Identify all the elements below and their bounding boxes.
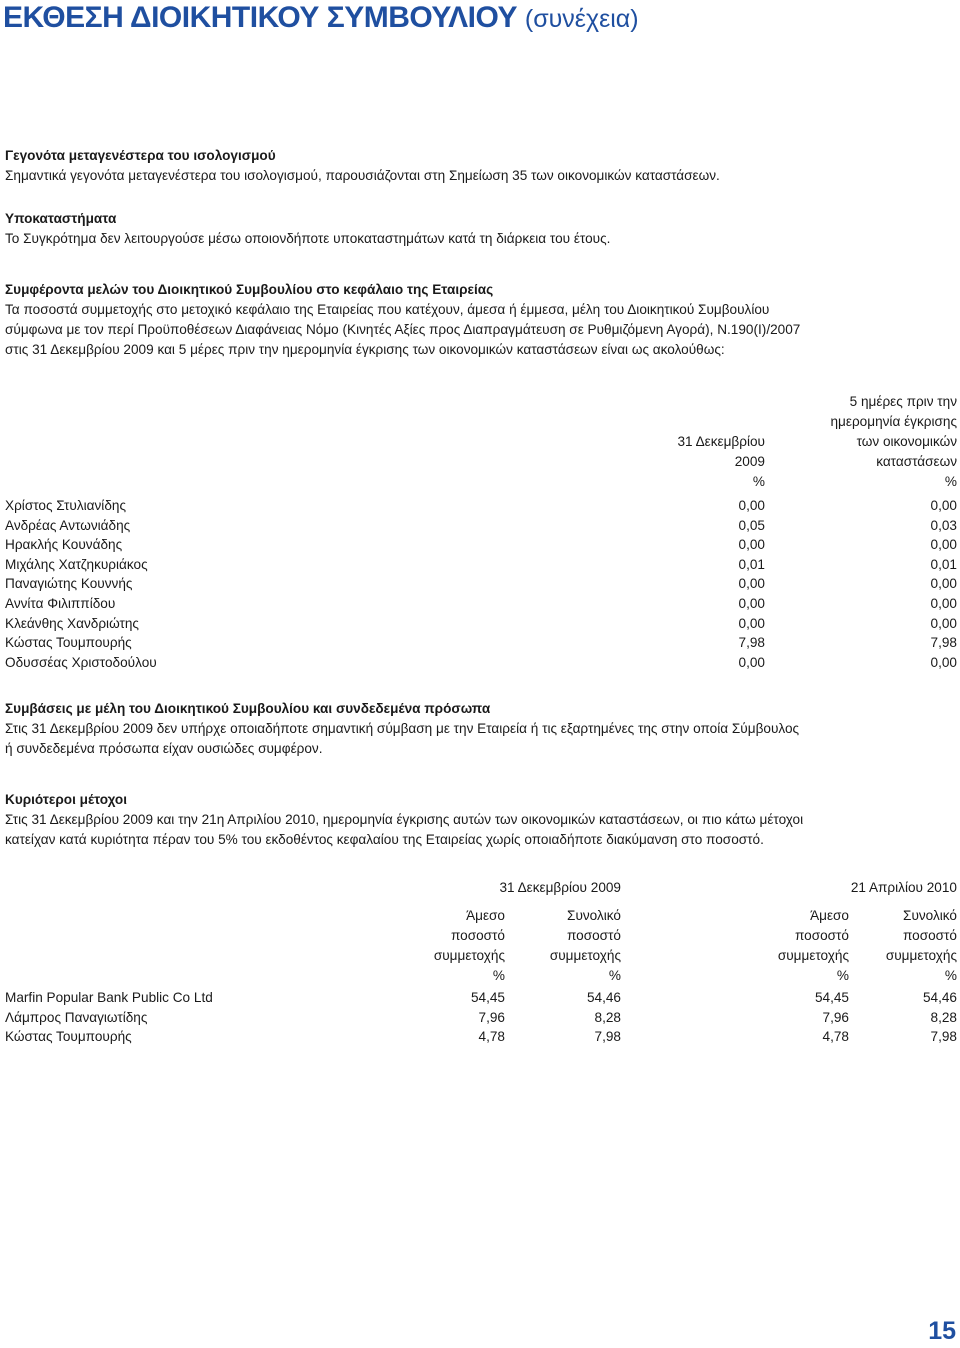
- total-2009: 8,28: [594, 1009, 621, 1025]
- table-row: [5, 1008, 957, 1028]
- total-header-line: συμμετοχής: [549, 948, 621, 963]
- value-5days: 7,98: [930, 635, 957, 651]
- table-row: [5, 614, 957, 634]
- section-heading: Υποκαταστήματα: [5, 211, 117, 226]
- total-header-line: συμμετοχής: [885, 948, 957, 963]
- total-2010: 8,28: [930, 1009, 957, 1025]
- section-heading: Κυριότεροι μέτοχοι: [5, 792, 127, 807]
- page-number: 15: [928, 1317, 956, 1345]
- shareholder-name: Κώστας Τουμπουρής: [5, 1029, 132, 1045]
- header-5days-line: των οικονομικών: [856, 434, 957, 449]
- value-dec-2009: 0,00: [738, 576, 765, 592]
- title-continuation: (συνέχεια): [524, 5, 639, 33]
- direct-header-line: %: [492, 968, 505, 983]
- director-name: Χρίστος Στυλιανίδης: [5, 498, 127, 513]
- total-header-line: %: [608, 968, 621, 983]
- group-header-dec-2009: 31 Δεκεμβρίου 2009: [499, 880, 621, 895]
- value-dec-2009: 0,00: [738, 654, 765, 670]
- value-dec-2009: 0,01: [738, 556, 765, 572]
- table-row: [5, 496, 957, 516]
- total-header-line: ποσοστό: [902, 928, 957, 943]
- header-5days-line: %: [944, 474, 957, 489]
- director-name: Ηρακλής Κουνάδης: [5, 537, 123, 553]
- section-major-shareholders: [5, 790, 957, 850]
- shareholders-table: [5, 878, 957, 1047]
- direct-header-line: Άμεσο: [466, 908, 505, 923]
- value-5days: 0,03: [930, 517, 957, 533]
- total-2009: 54,46: [586, 990, 621, 1005]
- value-dec-2009: 7,98: [738, 635, 765, 651]
- section-director-contracts: [5, 699, 957, 759]
- section-line: Στις 31 Δεκεμβρίου 2009 και την 21η Απριλίου 2010, ημερομηνία έγκρισης αυτών των οικονομικών καταστάσεων, οι πιο κάτω μέτοχοι: [5, 812, 804, 827]
- director-name: Μιχάλης Χατζηκυριάκος: [5, 556, 148, 572]
- value-5days: 0,01: [930, 556, 957, 572]
- direct-2009: 54,45: [470, 990, 505, 1005]
- section-text: Το Συγκρότημα δεν λειτουργούσε μέσω οποιονδήποτε υποκαταστημάτων κατά τη διάρκεια του έτους.: [5, 231, 611, 246]
- header-dec-2009-line: 2009: [734, 454, 765, 469]
- section-line: στις 31 Δεκεμβρίου 2009 και 5 μέρες πριν την ημερομηνία έγκρισης των οικονομικών καταστάσεων είναι ως ακολούθως:: [5, 342, 725, 357]
- direct-header-line: ποσοστό: [450, 928, 505, 943]
- header-5days-line: καταστάσεων: [876, 454, 957, 469]
- direct-2010: 7,96: [822, 1009, 849, 1025]
- section-heading: Συμφέροντα μελών του Διοικητικού Συμβουλίου στο κεφάλαιο της Εταιρείας: [5, 282, 494, 297]
- total-header-line: Συνολικό: [903, 908, 957, 923]
- total-2010: 7,98: [930, 1029, 957, 1045]
- value-5days: 0,00: [930, 595, 957, 611]
- table-row: [5, 555, 957, 575]
- shareholders-table-header: [5, 878, 957, 988]
- direct-header-line: συμμετοχής: [433, 948, 505, 963]
- total-2010: 54,46: [922, 990, 957, 1005]
- direct-header-line: Άμεσο: [810, 908, 849, 923]
- header-5days-line: ημερομηνία έγκρισης: [830, 414, 957, 429]
- section-line: Τα ποσοστά συμμετοχής στο μετοχικό κεφάλαιο της Εταιρείας που κατέχουν, άμεσα ή έμμεσα, μέλη του Διοικητικού Συμβουλίου: [5, 302, 770, 317]
- value-5days: 0,00: [930, 498, 957, 513]
- director-name: Αννίτα Φιλιππίδου: [5, 595, 116, 611]
- table-row: [5, 633, 957, 653]
- total-header-line: ποσοστό: [566, 928, 621, 943]
- section-subsequent-events: [5, 146, 957, 186]
- direct-2010: 4,78: [822, 1029, 849, 1045]
- total-header-line: Συνολικό: [567, 908, 621, 923]
- direct-header-line: ποσοστό: [794, 928, 849, 943]
- directors-table-header: [5, 392, 957, 496]
- director-name: Ανδρέας Αντωνιάδης: [5, 517, 131, 533]
- table-row: [5, 594, 957, 614]
- total-header-line: %: [944, 968, 957, 983]
- section-heading: Γεγονότα μεταγενέστερα του ισολογισμού: [5, 148, 276, 163]
- direct-header-line: %: [836, 968, 849, 983]
- section-heading: Συμβάσεις με μέλη του Διοικητικού Συμβουλίου και συνδεδεμένα πρόσωπα: [5, 701, 491, 716]
- value-dec-2009: 0,05: [738, 517, 765, 533]
- table-row: [5, 535, 957, 555]
- shareholder-name: Λάμπρος Παναγιωτίδης: [5, 1009, 148, 1025]
- value-5days: 0,00: [930, 576, 957, 592]
- value-5days: 0,00: [930, 654, 957, 670]
- directors-table: [5, 392, 957, 672]
- value-5days: 0,00: [930, 615, 957, 631]
- table-row: [5, 1027, 957, 1047]
- director-name: Παναγιώτης Κουννής: [5, 576, 133, 592]
- value-5days: 0,00: [930, 537, 957, 553]
- section-line: κατείχαν κατά κυριότητα πέραν του 5% του εκδοθέντος κεφαλαίου της Εταιρείας χωρίς οποιαδήποτε διακύμανση στο ποσοστό.: [5, 832, 764, 847]
- table-row: [5, 988, 957, 1008]
- table-row: [5, 574, 957, 594]
- table-row: [5, 516, 957, 536]
- section-text: Σημαντικά γεγονότα μεταγενέστερα του ισολογισμού, παρουσιάζονται στη Σημείωση 35 των οικονομικών καταστάσεων.: [5, 168, 720, 183]
- group-header-apr-2010: 21 Απριλίου 2010: [850, 880, 957, 895]
- value-dec-2009: 0,00: [738, 595, 765, 611]
- direct-header-line: συμμετοχής: [777, 948, 849, 963]
- table-row: [5, 653, 957, 673]
- direct-2009: 7,96: [478, 1009, 505, 1025]
- section-line: ή συνδεδεμένα πρόσωπα είχαν ουσιώδες συμφέρον.: [5, 741, 323, 756]
- direct-2009: 4,78: [478, 1029, 505, 1045]
- shareholder-name: Marfin Popular Bank Public Co Ltd: [5, 990, 213, 1005]
- total-2009: 7,98: [594, 1029, 621, 1045]
- section-director-interests: [5, 280, 957, 360]
- direct-2010: 54,45: [814, 990, 849, 1005]
- director-name: Κλεάνθης Χανδριώτης: [5, 615, 139, 631]
- section-branches: [5, 209, 957, 249]
- page-title: [3, 0, 639, 37]
- section-line: σύμφωνα με τον περί Προϋποθέσεων Διαφάνειας Νόμο (Κινητές Αξίες προς Διαπραγμάτευση σε Ρυθμιζόμενη Αγορά), Ν.190(Ι)/2007: [5, 322, 801, 337]
- section-line: Στις 31 Δεκεμβρίου 2009 δεν υπήρχε οποιαδήποτε σημαντική σύμβαση με την Εταιρεία ή τις εξαρτημένες της στην οποία Σύμβουλος: [5, 721, 800, 736]
- header-5days-line: 5 ημέρες πριν την: [849, 394, 957, 409]
- director-name: Κώστας Τουμπουρής: [5, 635, 132, 651]
- title-text: ΕΚΘΕΣΗ ΔΙΟΙΚΗΤΙΚΟΥ ΣΥΜΒΟΥΛΙΟΥ: [3, 1, 518, 34]
- director-name: Οδυσσέας Χριστοδούλου: [5, 654, 157, 670]
- value-dec-2009: 0,00: [738, 537, 765, 553]
- header-dec-2009-line: %: [752, 474, 765, 489]
- header-dec-2009-line: 31 Δεκεμβρίου: [677, 434, 765, 449]
- value-dec-2009: 0,00: [738, 615, 765, 631]
- value-dec-2009: 0,00: [738, 498, 765, 513]
